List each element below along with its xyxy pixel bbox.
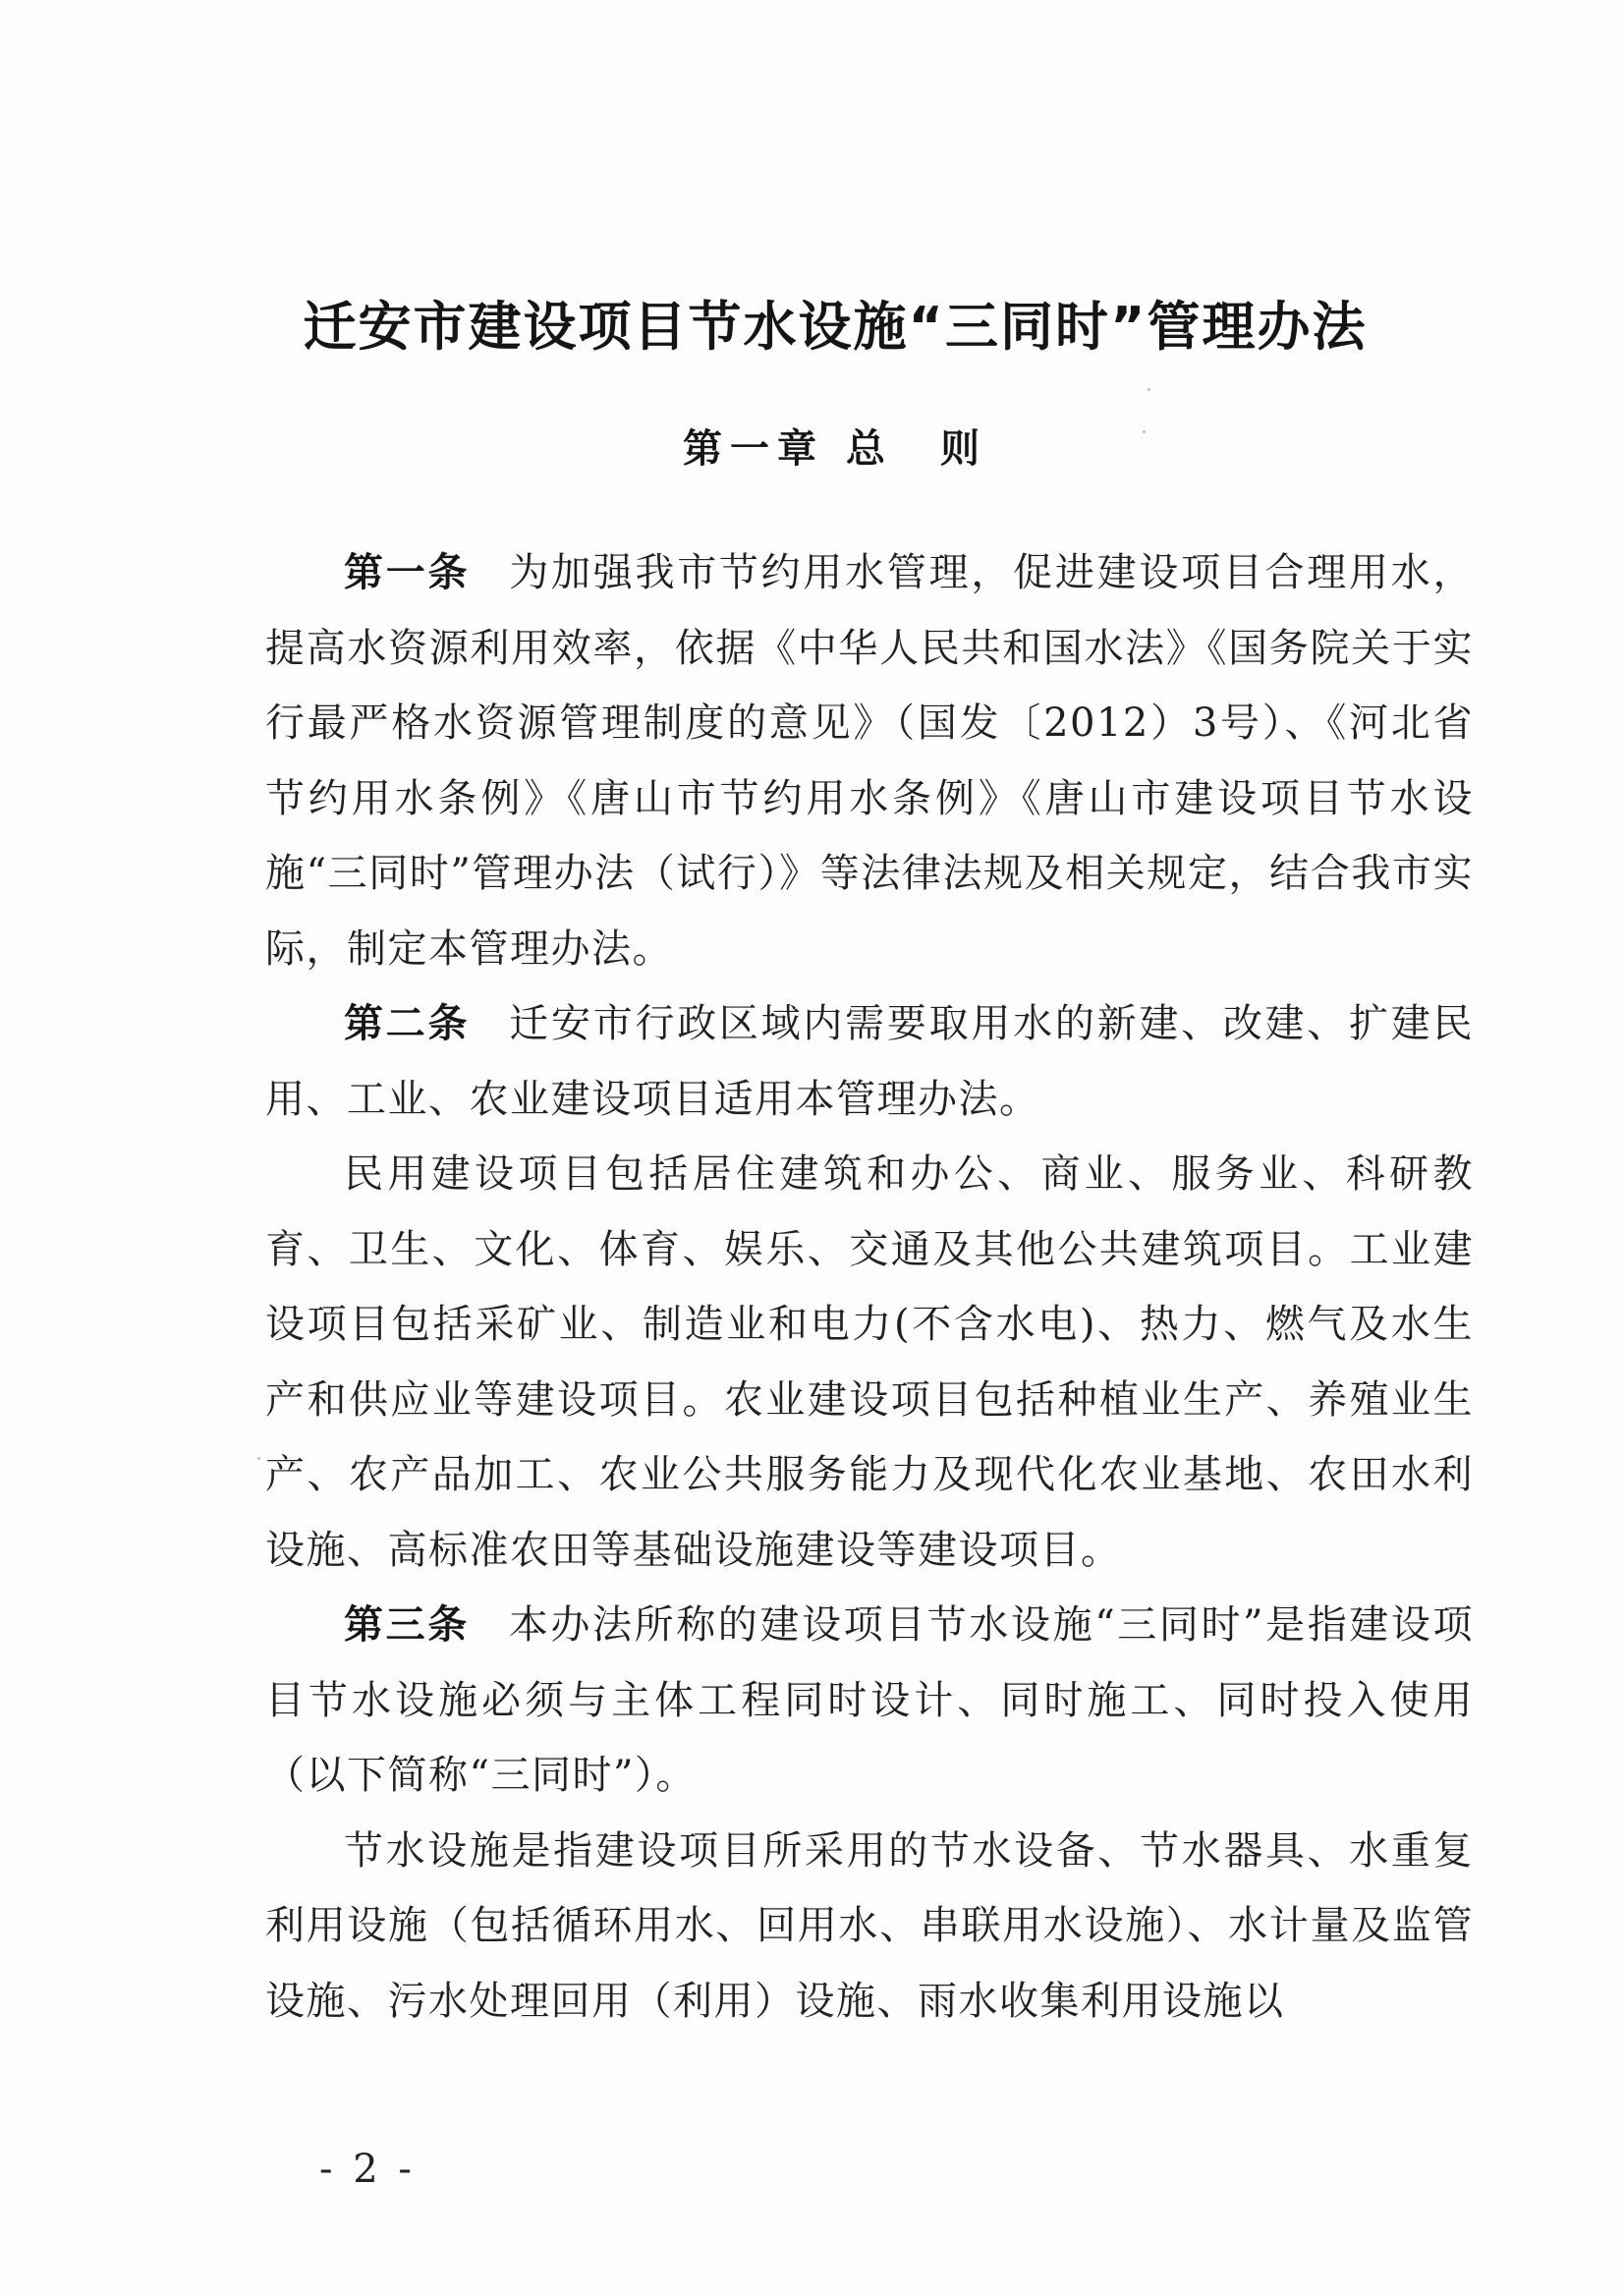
page-number: - 2 - — [319, 2147, 416, 2192]
chapter-title: 第一章 总 则 — [683, 426, 987, 472]
paragraph-text: 民用建设项目包括居住建筑和办公、商业、服务业、科研教育、卫生、文化、体育、娱乐、交通及其他公共建筑项目。工业建设项目包括采矿业、制造业和电力(不含水电)、热力、燃气及水生产和供应业等建设项目。农业建设项目包括种植业生产、养殖业生产、农产品加工、农业公共服务能力及现代化农业基地、农田水利设施、高标准农田等基础设施建设等建设项目。 — [265, 1151, 1474, 1573]
article-label: 第一条 — [344, 550, 471, 595]
article-label: 第二条 — [344, 1001, 471, 1046]
scan-speck — [1148, 388, 1150, 391]
scan-speck — [257, 1457, 260, 1460]
paragraph-text: 节水设施是指建设项目所采用的节水设备、节水器具、水重复利用设施（包括循环用水、回用水、串联用水设施）、水计量及监管设施、污水处理回用（利用）设施、雨水收集利用设施以 — [265, 1827, 1474, 2024]
article-text: 为加强我市节约用水管理，促进建设项目合理用水，提高水资源利用效率，依据《中华人民共和国水法》《国务院关于实行最严格水资源管理制度的意见》（国发〔2012）3号）、《河北省节约用水条例》《唐山市节约用水条例》《唐山市建设项目节水设施“三同时”管理办法（试行）》等法律法规及相关规定，结合我市实际，制定本管理办法。 — [265, 550, 1475, 972]
scan-speck — [1143, 430, 1146, 433]
article-2 — [265, 986, 1474, 1137]
paragraph-civil-projects — [265, 1137, 1474, 1588]
article-1 — [265, 535, 1474, 986]
document-body — [265, 535, 1474, 2039]
article-text: 本办法所称的建设项目节水设施“三同时”是指建设项目节水设施必须与主体工程同时设计、同时施工、同时投入使用（以下简称“三同时”）。 — [265, 1602, 1475, 1798]
article-label: 第三条 — [344, 1602, 470, 1648]
article-3 — [265, 1588, 1474, 1814]
paragraph-facilities-definition — [265, 1814, 1474, 2040]
article-text: 迁安市行政区域内需要取用水的新建、改建、扩建民用、工业、农业建设项目适用本管理办法。 — [265, 1001, 1475, 1122]
document-title: 迁安市建设项目节水设施“三同时”管理办法 — [303, 296, 1368, 358]
